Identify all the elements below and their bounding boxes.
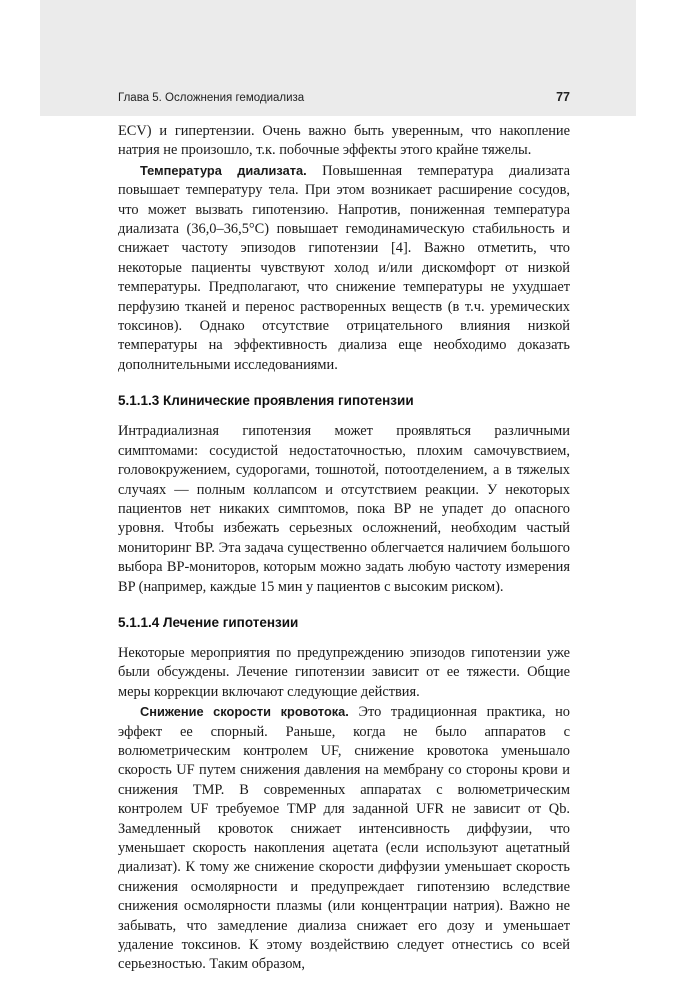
run-in-heading-temperature: Температура диализата.: [140, 162, 307, 178]
section-heading-treatment: 5.1.1.4 Лечение гипотензии: [118, 614, 299, 630]
running-header: [118, 90, 570, 104]
chapter-title: Глава 5. Осложнения гемодиализа: [118, 92, 305, 104]
paragraph-clinical-manifestations: Интрадиализная гипотензия может проявляться различными симптомами: сосудистой недостаточностью, плохим самочувствием, головокружением, судорогами, тошнотой, потоотделением, а в тяжелых случаях — полным коллапсом и отсутствием реакции. У некоторых пациентов нет никаких симптомов, пока BP не упадет до опасного уровня. Чтобы избежать серьезных осложнений, необходим частый мониторинг BP. Эта задача существенно облегчается наличием большого выбора BP-мониторов, которым можно задать любую частоту измерения BP (например, каждые 15 мин у пациентов с высоким риском).: [118, 423, 570, 595]
run-in-heading-blood-flow: Снижение скорости кровотока.: [140, 704, 349, 720]
paragraph-blood-flow: [118, 702, 570, 975]
page-body: [118, 122, 570, 975]
paragraph-continuation: ECV) и гипертензии. Очень важно быть уверенным, что накопление натрия не произошло, т.к. побочные эффекты этого крайне тяжелы.: [118, 123, 570, 159]
paragraph-dialysate-temperature: [118, 161, 570, 375]
page-number: 77: [556, 90, 570, 104]
paragraph-text: Это традиционная практика, но эффект ее спорный. Раньше, когда не было аппаратов с волюметрическим контролем UF, снижение кровотока уменьшало скорость UF путем снижения давления на мембрану со стороны крови и снижения TMP. В современных аппаратах с волюметрическим контролем UF требуемое TMP для заданной UFR не зависит от Qb. Замедленный кровоток снижает интенсивность диффузии, что уменьшает скорость накопления ацетата (если используют ацетатный диализат). К тому же снижение скорости диффузии уменьшает скорость снижения осмолярности и предупреждает гипотензию вследствие снижения осмолярности плазмы (или концентрации натрия). Важно не забывать, что замедление диализа снижает его дозу и уменьшает удаление токсинов. К этому воздействию следует отнестись со всей серьезностью. Таким образом,: [118, 704, 570, 973]
paragraph-treatment: Некоторые мероприятия по предупреждению эпизодов гипотензии уже были обсуждены. Лечение гипотензии зависит от ее тяжести. Общие меры коррекции включают следующие действия.: [118, 644, 570, 700]
section-heading-clinical-manifestations: 5.1.1.3 Клинические проявления гипотензии: [118, 393, 414, 409]
paragraph-text: Повышенная температура диализата повышает температуру тела. При этом возникает расширение сосудов, что может вызвать гипотензию. Напротив, пониженная температура диализата (36,0–36,5°C) повышает гемодинамическую стабильность и снижает частоту эпизодов гипотензии [4]. Важно отметить, что некоторые пациенты чувствуют холод и/или дискомфорт от низкой температуры. Предполагают, что снижение температуры не ухудшает перфузию тканей и перенос растворенных веществ (в т.ч. уремических токсинов). Однако отсутствие отрицательного влияния низкой температуры на эффективность диализа еще необходимо доказать дополнительными исследованиями.: [118, 162, 570, 373]
